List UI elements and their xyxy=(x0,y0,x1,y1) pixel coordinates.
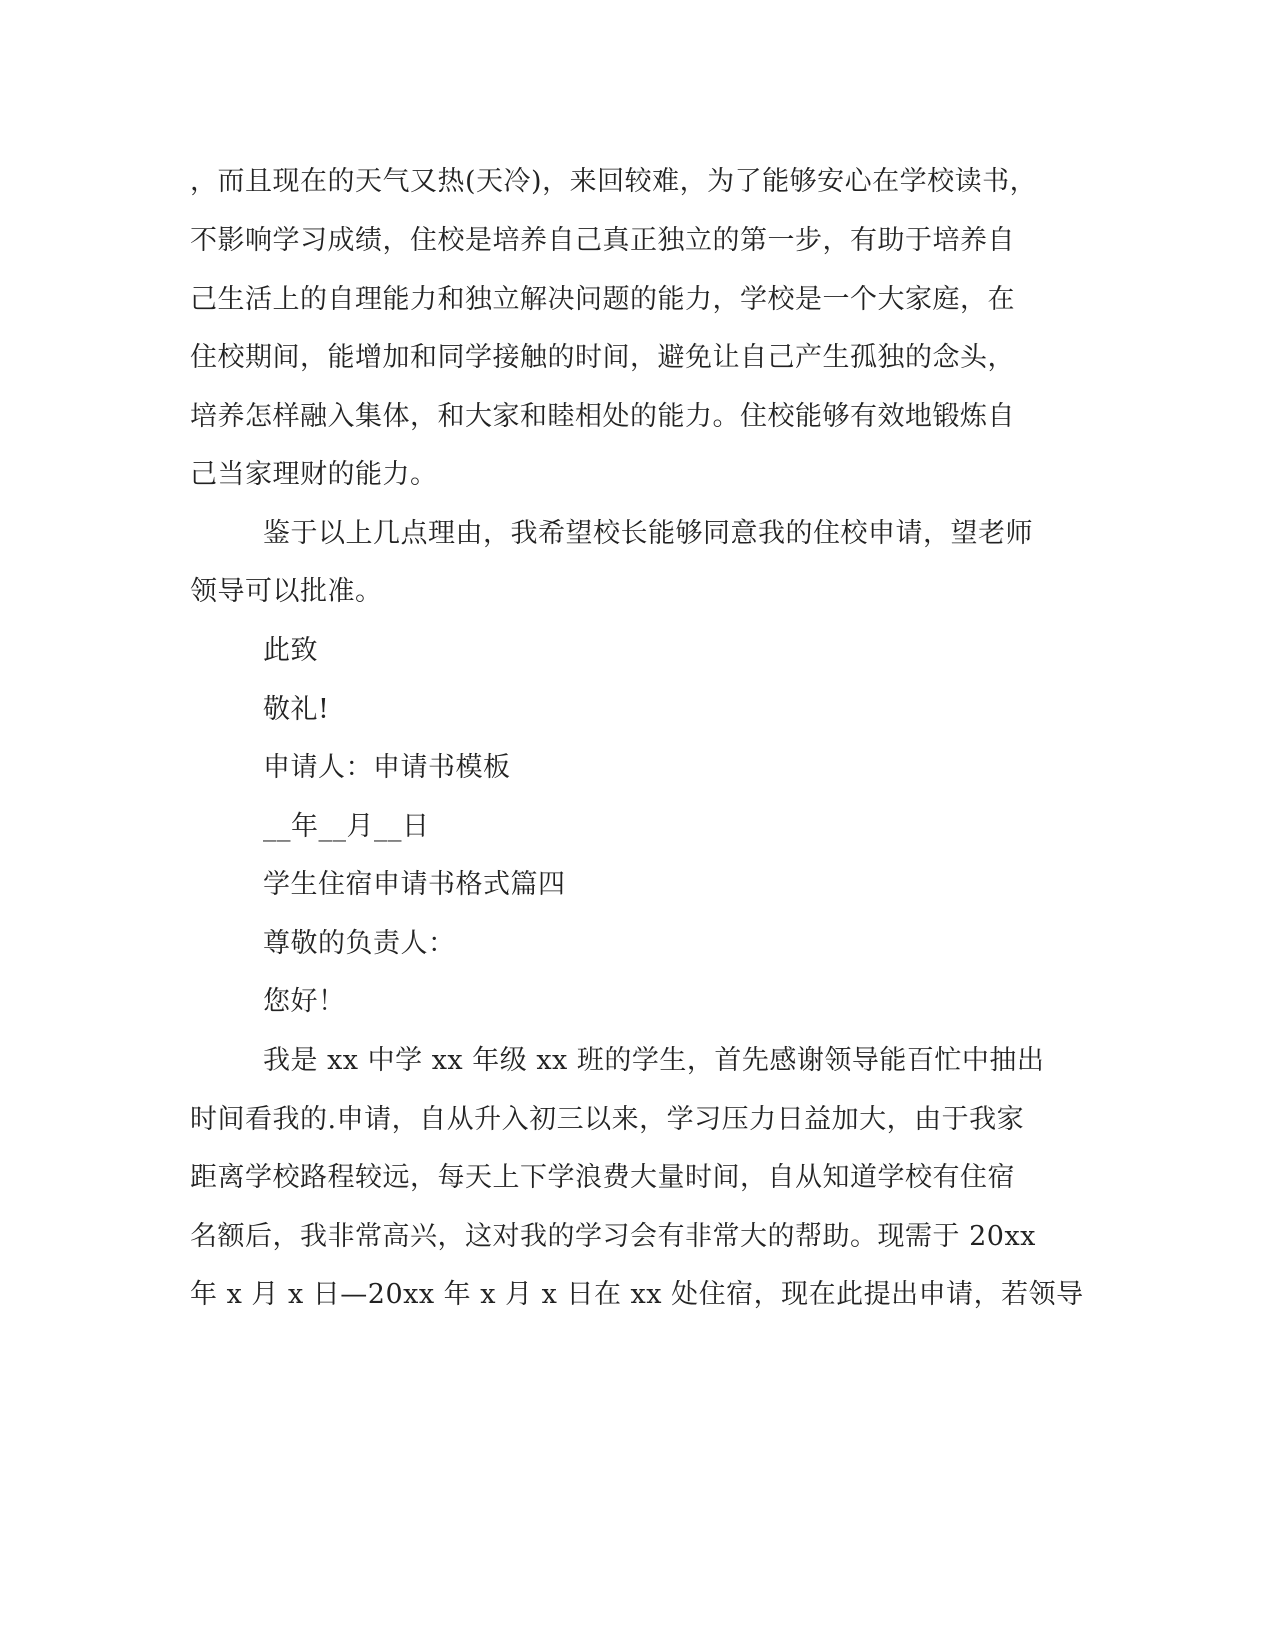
text-line: 不影响学习成绩，住校是培养自己真正独立的第一步，有助于培养自 xyxy=(190,225,1015,256)
text-line: 住校期间，能增加和同学接触的时间，避免让自己产生孤独的念头， xyxy=(190,342,1015,373)
text-line: 时间看我的.申请，自从升入初三以来，学习压力日益加大，由于我家 xyxy=(190,1104,1025,1135)
text-line: 领导可以批准。 xyxy=(190,576,383,607)
greeting-hello: 您好！ xyxy=(263,986,346,1017)
text-line: 培养怎样融入集体，和大家和睦相处的能力。住校能够有效地锻炼自 xyxy=(190,401,1015,432)
text-line: 我是 xx 中学 xx 年级 xx 班的学生，首先感谢领导能百忙中抽出 xyxy=(263,1045,1045,1076)
applicant-line: 申请人：申请书模板 xyxy=(263,752,511,783)
date-line: __年__月__日 xyxy=(263,811,430,842)
section-heading: 学生住宿申请书格式篇四 xyxy=(263,869,566,900)
text-line: 己生活上的自理能力和独立解决问题的能力，学校是一个大家庭，在 xyxy=(190,284,1015,315)
text-line: 鉴于以上几点理由，我希望校长能够同意我的住校申请，望老师 xyxy=(263,518,1033,549)
text-line: 年 x 月 x 日—20xx 年 x 月 x 日在 xx 处住宿，现在此提出申请，若领导 xyxy=(190,1279,1084,1310)
text-line: 己当家理财的能力。 xyxy=(190,459,438,490)
text-line: 名额后，我非常高兴，这对我的学习会有非常大的帮助。现需于 20xx xyxy=(190,1221,1036,1252)
text-line: ，而且现在的天气又热(天冷)，来回较难，为了能够安心在学校读书， xyxy=(190,166,1038,197)
text-line: 距离学校路程较远，每天上下学浪费大量时间，自从知道学校有住宿 xyxy=(190,1162,1015,1193)
salutation-regards: 敬礼! xyxy=(263,694,330,725)
greeting-recipient: 尊敬的负责人： xyxy=(263,928,456,959)
salutation-closing: 此致 xyxy=(263,635,318,666)
